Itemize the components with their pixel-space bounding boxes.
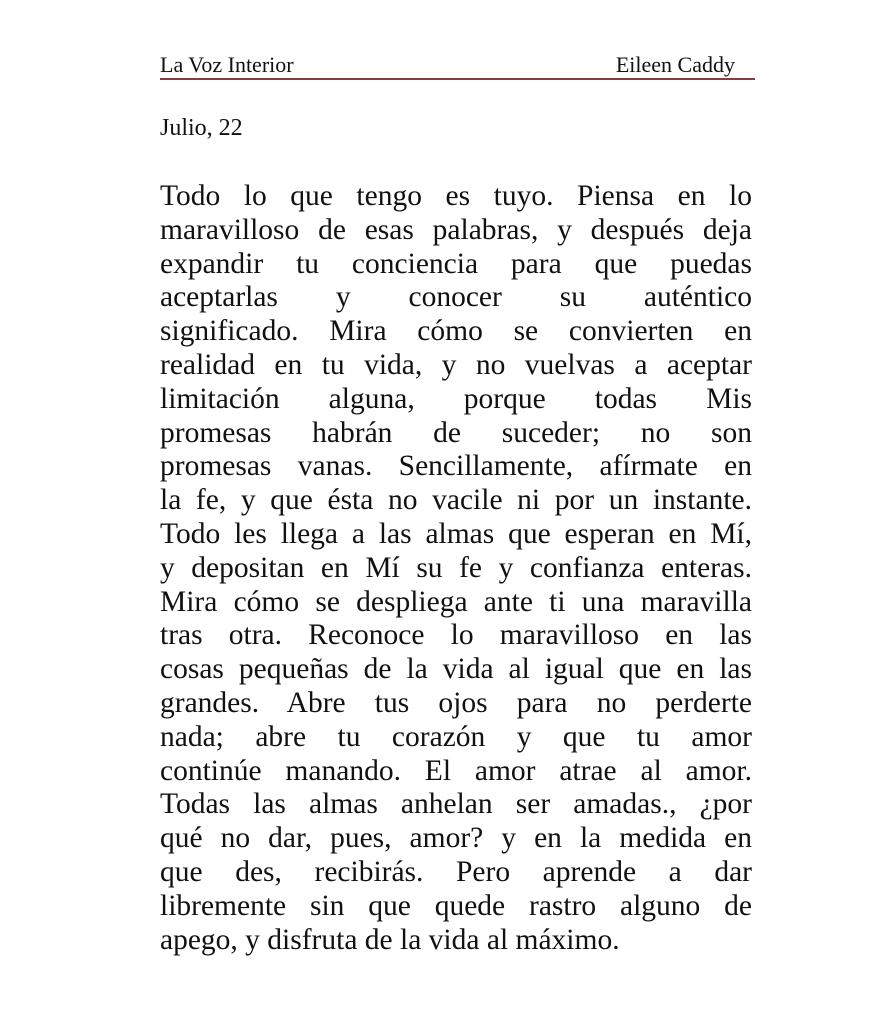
body-line: Todo lo que tengo es tuyo. Piensa en lo: [160, 180, 752, 212]
body-line: y depositan en Mí su fe y confianza enteras.: [160, 551, 752, 584]
author-name: Eileen Caddy: [615, 52, 735, 77]
entry-body: [160, 180, 752, 957]
body-line: cosas pequeñas de la vida al igual que en las: [160, 653, 752, 686]
body-line: maravilloso de esas palabras, y después deja: [160, 213, 752, 246]
body-line: aceptarlas y conocer su auténtico: [160, 281, 752, 314]
body-line: nada; abre tu corazón y que tu amor: [160, 720, 752, 753]
body-line: Todo les llega a las almas que esperan en Mí,: [160, 517, 752, 550]
running-header: [160, 50, 755, 80]
body-line: qué no dar, pues, amor? y en la medida en: [160, 822, 752, 855]
book-title: La Voz Interior: [160, 52, 294, 77]
body-line: apego, y disfruta de la vida al máximo.: [160, 923, 620, 956]
body-line: Todas las almas anhelan ser amadas., ¿por: [160, 788, 752, 821]
body-line: expandir tu conciencia para que puedas: [160, 247, 752, 280]
entry-date: Julio, 22: [160, 115, 243, 141]
body-line: que des, recibirás. Pero aprende a dar: [160, 855, 752, 888]
body-line: promesas habrán de suceder; no son: [160, 416, 752, 449]
body-line: significado. Mira cómo se convierten en: [160, 315, 752, 348]
body-line: promesas vanas. Sencillamente, afírmate en: [160, 450, 752, 483]
body-line: la fe, y que ésta no vacile ni por un instante.: [160, 484, 752, 517]
body-line: realidad en tu vida, y no vuelvas a aceptar: [160, 348, 752, 381]
body-line: Mira cómo se despliega ante ti una maravilla: [160, 585, 752, 618]
body-line: continúe manando. El amor atrae al amor.: [160, 754, 752, 787]
body-line: grandes. Abre tus ojos para no perderte: [160, 686, 752, 719]
body-line: limitación alguna, porque todas Mis: [160, 382, 752, 415]
body-line: tras otra. Reconoce lo maravilloso en las: [160, 619, 752, 652]
body-line: libremente sin que quede rastro alguno de: [160, 889, 752, 922]
